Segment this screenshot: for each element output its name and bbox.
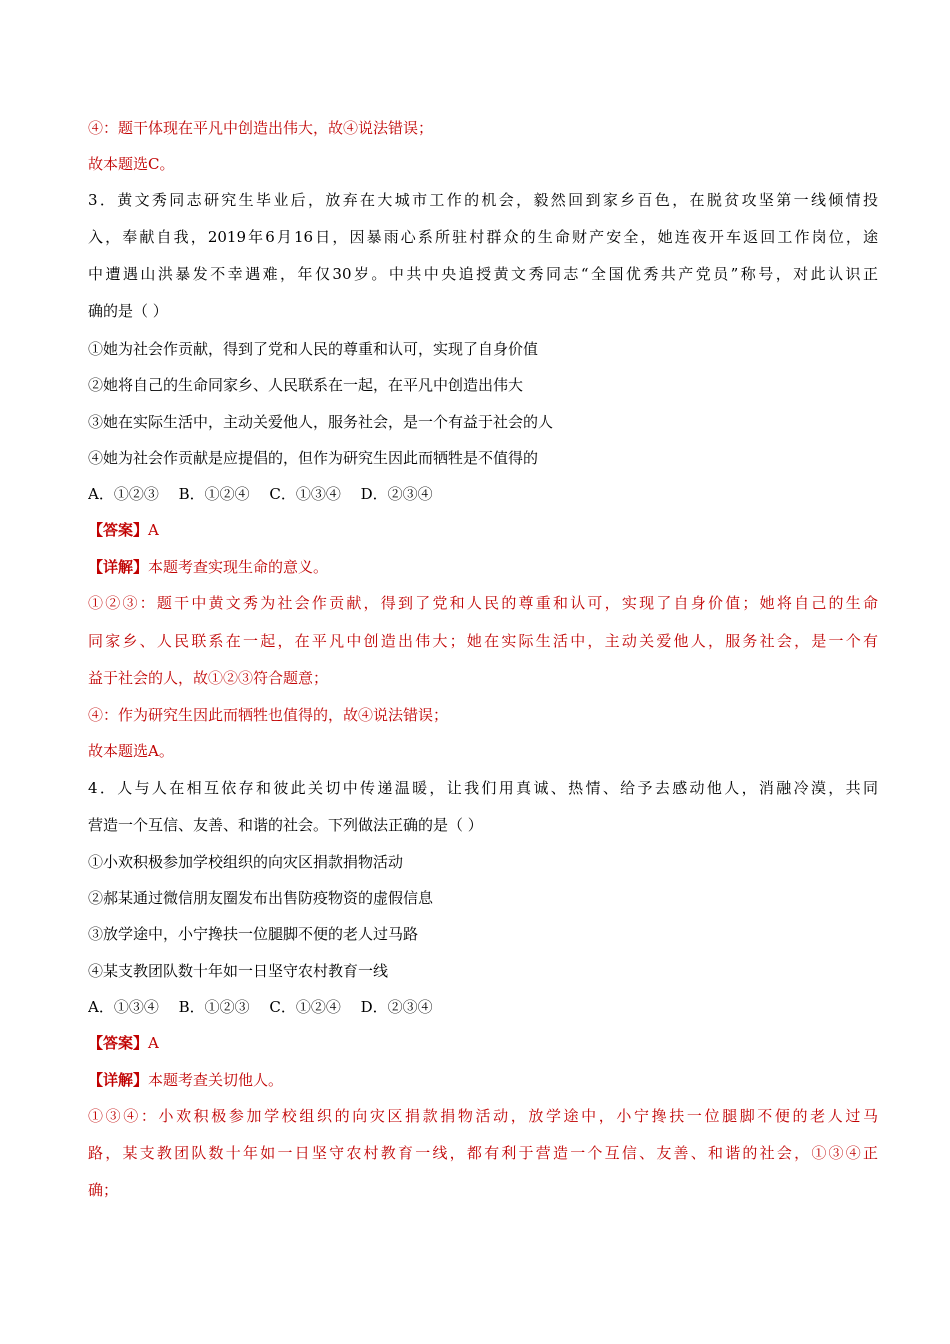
q3-conclusion: 故本题选A。 — [88, 742, 174, 760]
q3-wrong-explanation: ④：作为研究生因此而牺牲也值得的，故④说法错误； — [88, 706, 449, 724]
q4-answer-row — [88, 1033, 878, 1053]
q4-option-1: ①小欢积极参加学校组织的向灾区捐款捐物活动 — [88, 853, 404, 871]
q3-option-1: ①她为社会作贡献，得到了党和人民的尊重和认可，实现了自身价值 — [88, 340, 539, 358]
answer-tag: 【答案】 — [88, 521, 149, 539]
q4-explanation-line-1: ①③④：小欢积极参加学校组织的向灾区捐款捐物活动，放学途中，小宁搀扶一位腿脚不便的老人过马 — [88, 1107, 878, 1125]
q2-conclusion: 故本题选C。 — [88, 155, 175, 173]
q3-explanation-line-3: 益于社会的人，故①②③符合题意； — [88, 669, 329, 687]
answer-tag: 【答案】 — [88, 1034, 149, 1052]
q4-detail-row — [88, 1070, 878, 1090]
q4-option-2: ②郝某通过微信朋友圈发布出售防疫物资的虚假信息 — [88, 889, 434, 907]
q3-detail-row — [88, 557, 878, 577]
q4-explanation-line-2: 路，某支教团队数十年如一日坚守农村教育一线，都有利于营造一个互信、友善、和谐的社会，①③④正 — [88, 1144, 878, 1162]
answer-value: A — [148, 1034, 159, 1052]
q3-stem-line-2: 入，奉献自我，2019年6月16日，因暴雨心系所驻村群众的生命财产安全，她连夜开车返回工作岗位，途 — [88, 228, 878, 246]
q3-option-3: ③她在实际生活中，主动关爱他人，服务社会，是一个有益于社会的人 — [88, 413, 554, 431]
q4-option-3: ③放学途中，小宁搀扶一位腿脚不便的老人过马路 — [88, 925, 419, 943]
q3-explanation-line-1: ①②③：题干中黄文秀为社会作贡献，得到了党和人民的尊重和认可，实现了自身价值；她将自己的生命 — [88, 594, 878, 612]
q2-item4-explanation: ④：题干体现在平凡中创造出伟大，故④说法错误； — [88, 119, 434, 137]
q3-choices: A．①②③ B．①②④ C．①③④ D．②③④ — [88, 485, 433, 503]
q4-stem-line-2: 营造一个互信、友善、和谐的社会。下列做法正确的是（ ） — [88, 816, 483, 834]
detail-tag: 【详解】 — [88, 558, 149, 576]
q4-stem-line-1: 4．人与人在相互依存和彼此关切中传递温暖，让我们用真诚、热情、给予去感动他人，消融冷漠，共同 — [88, 779, 878, 797]
q3-answer-row — [88, 520, 878, 540]
q4-option-4: ④某支教团队数十年如一日坚守农村教育一线 — [88, 962, 389, 980]
q4-explanation-line-3: 确； — [88, 1181, 119, 1199]
q3-explanation-line-2: 同家乡、人民联系在一起，在平凡中创造出伟大；她在实际生活中，主动关爱他人，服务社会，是一个有 — [88, 632, 878, 650]
q4-choices: A．①③④ B．①②③ C．①②④ D．②③④ — [88, 998, 433, 1016]
q3-option-4: ④她为社会作贡献是应提倡的，但作为研究生因此而牺牲是不值得的 — [88, 449, 539, 467]
answer-value: A — [148, 521, 159, 539]
detail-intro: 本题考查实现生命的意义。 — [148, 558, 329, 576]
q3-option-2: ②她将自己的生命同家乡、人民联系在一起，在平凡中创造出伟大 — [88, 376, 524, 394]
q3-stem-line-3: 中遭遇山洪暴发不幸遇难，年仅30岁。中共中央追授黄文秀同志“全国优秀共产党员”称号，对此认识正 — [88, 265, 878, 283]
detail-tag: 【详解】 — [88, 1071, 149, 1089]
q3-stem-line-1: 3．黄文秀同志研究生毕业后，放弃在大城市工作的机会，毅然回到家乡百色，在脱贫攻坚第一线倾情投 — [88, 191, 878, 209]
detail-intro: 本题考查关切他人。 — [148, 1071, 284, 1089]
q3-stem-line-4: 确的是（ ） — [88, 302, 168, 320]
